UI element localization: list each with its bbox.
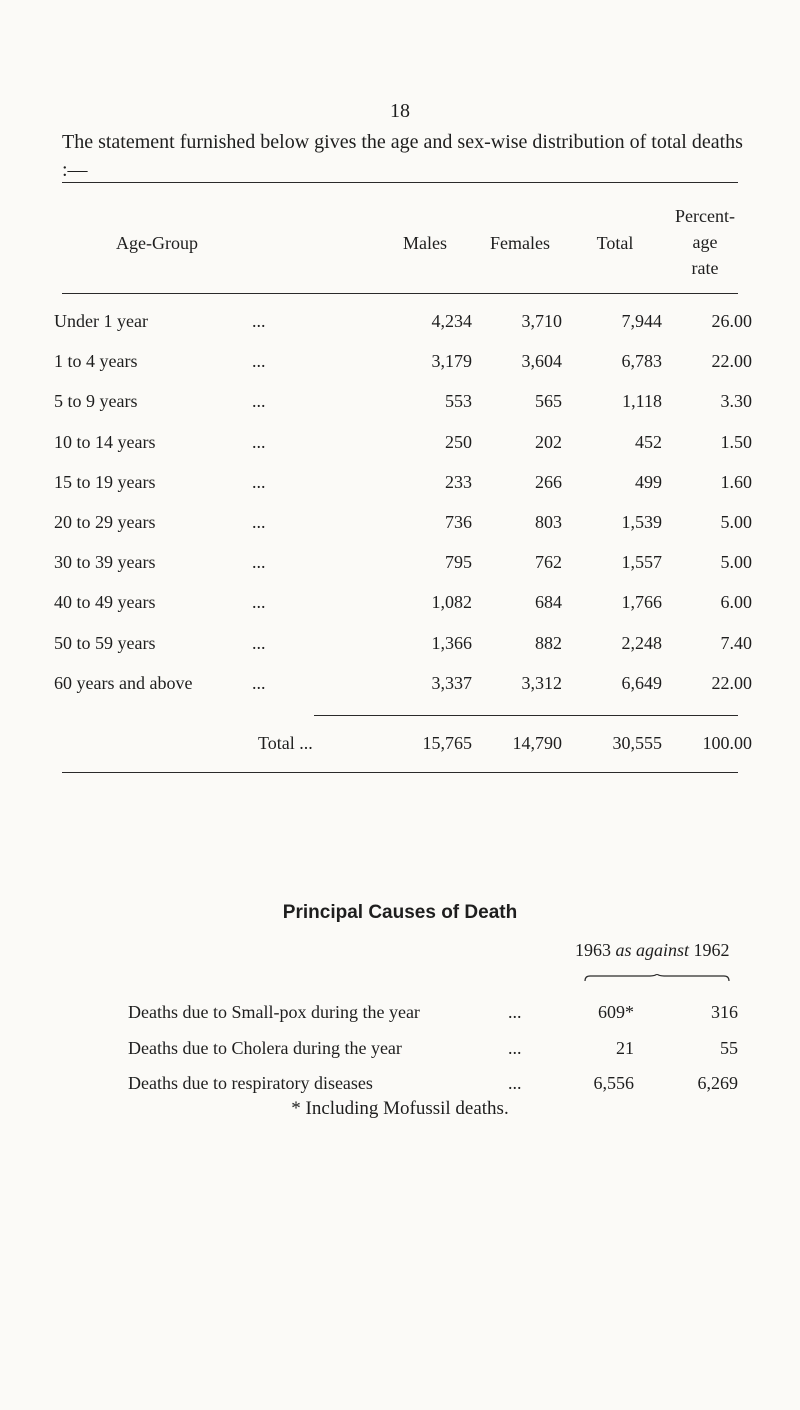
value-1962: 316 xyxy=(711,1002,738,1022)
age-group-cell: Under 1 year xyxy=(54,311,148,331)
value-1963: 21 xyxy=(616,1038,634,1058)
percent-cell: 5.00 xyxy=(720,552,752,573)
leader-dots: ... xyxy=(508,1038,522,1058)
age-group-cell: 30 to 39 years xyxy=(54,552,156,573)
year-comparison-header xyxy=(575,940,730,961)
females-cell: 762 xyxy=(535,552,562,573)
header-percent xyxy=(660,203,750,281)
age-group-cell: 1 to 4 years xyxy=(54,351,138,372)
year-current: 1963 xyxy=(575,940,611,960)
intro-paragraph: The statement furnished below gives the age and sex-wise distribution of total deaths :— xyxy=(62,131,743,181)
males-cell: 250 xyxy=(445,431,472,452)
table-row xyxy=(0,432,800,462)
cause-label: Deaths due to Cholera during the year xyxy=(128,1038,402,1058)
leader-dots: ... xyxy=(252,552,266,573)
leader-dots: ... xyxy=(252,311,266,331)
brace-mark xyxy=(584,974,730,982)
females-cell: 3,312 xyxy=(521,672,562,693)
percent-cell: 5.00 xyxy=(720,512,752,532)
leader-dots: ... xyxy=(252,672,266,693)
males-cell: 3,337 xyxy=(431,672,472,693)
section-title: Principal Causes of Death xyxy=(282,902,518,923)
header-percent-line2: age xyxy=(692,232,718,252)
value-1962: 55 xyxy=(720,1038,738,1058)
males-cell: 795 xyxy=(445,552,472,573)
table-row xyxy=(0,633,800,663)
header-percent-line3: rate xyxy=(691,258,719,278)
percent-cell: 22.00 xyxy=(711,672,752,693)
males-cell: 553 xyxy=(445,391,472,412)
percent-cell: 22.00 xyxy=(711,351,752,372)
percent-cell: 26.00 xyxy=(711,311,752,331)
males-cell: 3,179 xyxy=(431,351,472,372)
leader-dots: ... xyxy=(252,592,266,613)
header-males: Males xyxy=(403,233,447,253)
total-cell: 6,649 xyxy=(621,672,662,693)
total-cell: 2,248 xyxy=(621,632,662,653)
year-previous: 1962 xyxy=(693,940,730,960)
leader-dots: ... xyxy=(508,1073,522,1093)
table-row xyxy=(0,552,800,582)
total-cell: 1,539 xyxy=(621,512,662,532)
total-top-rule xyxy=(314,715,738,716)
total-cell: 6,783 xyxy=(621,351,662,372)
table-row xyxy=(0,673,800,703)
value-1963: 609* xyxy=(598,1002,634,1022)
leader-dots: ... xyxy=(252,351,266,372)
percent-cell: 7.40 xyxy=(720,632,752,653)
age-group-cell: 40 to 49 years xyxy=(54,592,156,613)
total-label: Total ... xyxy=(258,733,313,753)
table-row xyxy=(0,512,800,542)
leader-dots: ... xyxy=(252,431,266,452)
total-females: 14,790 xyxy=(512,733,562,753)
percent-cell: 1.60 xyxy=(720,471,752,492)
total-males: 15,765 xyxy=(422,733,472,753)
total-cell: 1,557 xyxy=(621,552,662,573)
value-1962: 6,269 xyxy=(697,1073,738,1093)
leader-dots: ... xyxy=(252,512,266,532)
females-cell: 803 xyxy=(535,512,562,532)
total-cell: 1,766 xyxy=(621,592,662,613)
males-cell: 1,082 xyxy=(431,592,472,613)
percent-cell: 1.50 xyxy=(720,431,752,452)
header-females: Females xyxy=(490,233,550,253)
age-group-cell: 15 to 19 years xyxy=(54,471,156,492)
table-row xyxy=(0,311,800,341)
total-percent: 100.00 xyxy=(702,733,752,753)
cause-label: Deaths due to Small-pox during the year xyxy=(128,1002,420,1022)
percent-cell: 6.00 xyxy=(720,592,752,613)
leader-dots: ... xyxy=(508,1002,522,1022)
total-row xyxy=(0,733,800,763)
percent-cell: 3.30 xyxy=(720,391,752,412)
males-cell: 233 xyxy=(445,471,472,492)
females-cell: 565 xyxy=(535,391,562,412)
females-cell: 684 xyxy=(535,592,562,613)
table-row xyxy=(0,391,800,421)
footnote: * Including Mofussil deaths. xyxy=(291,1098,509,1119)
age-group-cell: 10 to 14 years xyxy=(54,431,156,452)
age-group-cell: 60 years and above xyxy=(54,672,193,693)
females-cell: 882 xyxy=(535,632,562,653)
table-row xyxy=(0,351,800,381)
age-group-cell: 5 to 9 years xyxy=(54,391,138,412)
females-cell: 3,604 xyxy=(521,351,562,372)
header-percent-line1: Percent- xyxy=(675,206,735,226)
header-total: Total xyxy=(596,233,634,253)
leader-dots: ... xyxy=(252,632,266,653)
females-cell: 3,710 xyxy=(521,311,562,331)
females-cell: 266 xyxy=(535,471,562,492)
males-cell: 1,366 xyxy=(431,632,472,653)
value-1963: 6,556 xyxy=(593,1073,634,1093)
leader-dots: ... xyxy=(252,391,266,412)
age-group-cell: 50 to 59 years xyxy=(54,632,156,653)
page-number: 18 xyxy=(390,100,410,122)
table-top-rule xyxy=(62,182,738,183)
total-total: 30,555 xyxy=(612,733,662,753)
males-cell: 736 xyxy=(445,512,472,532)
leader-dots: ... xyxy=(252,471,266,492)
table-row xyxy=(0,592,800,622)
header-age-group: Age-Group xyxy=(116,233,198,253)
males-cell: 4,234 xyxy=(431,311,472,331)
as-against-text: as against xyxy=(615,940,690,960)
table-bottom-rule xyxy=(62,772,738,773)
total-cell: 499 xyxy=(635,471,662,492)
header-bottom-rule xyxy=(62,293,738,294)
females-cell: 202 xyxy=(535,431,562,452)
age-group-cell: 20 to 29 years xyxy=(54,512,156,532)
cause-label: Deaths due to respiratory diseases xyxy=(128,1073,373,1093)
total-cell: 1,118 xyxy=(622,391,662,412)
table-row xyxy=(0,472,800,502)
total-cell: 7,944 xyxy=(621,311,662,331)
total-cell: 452 xyxy=(635,431,662,452)
